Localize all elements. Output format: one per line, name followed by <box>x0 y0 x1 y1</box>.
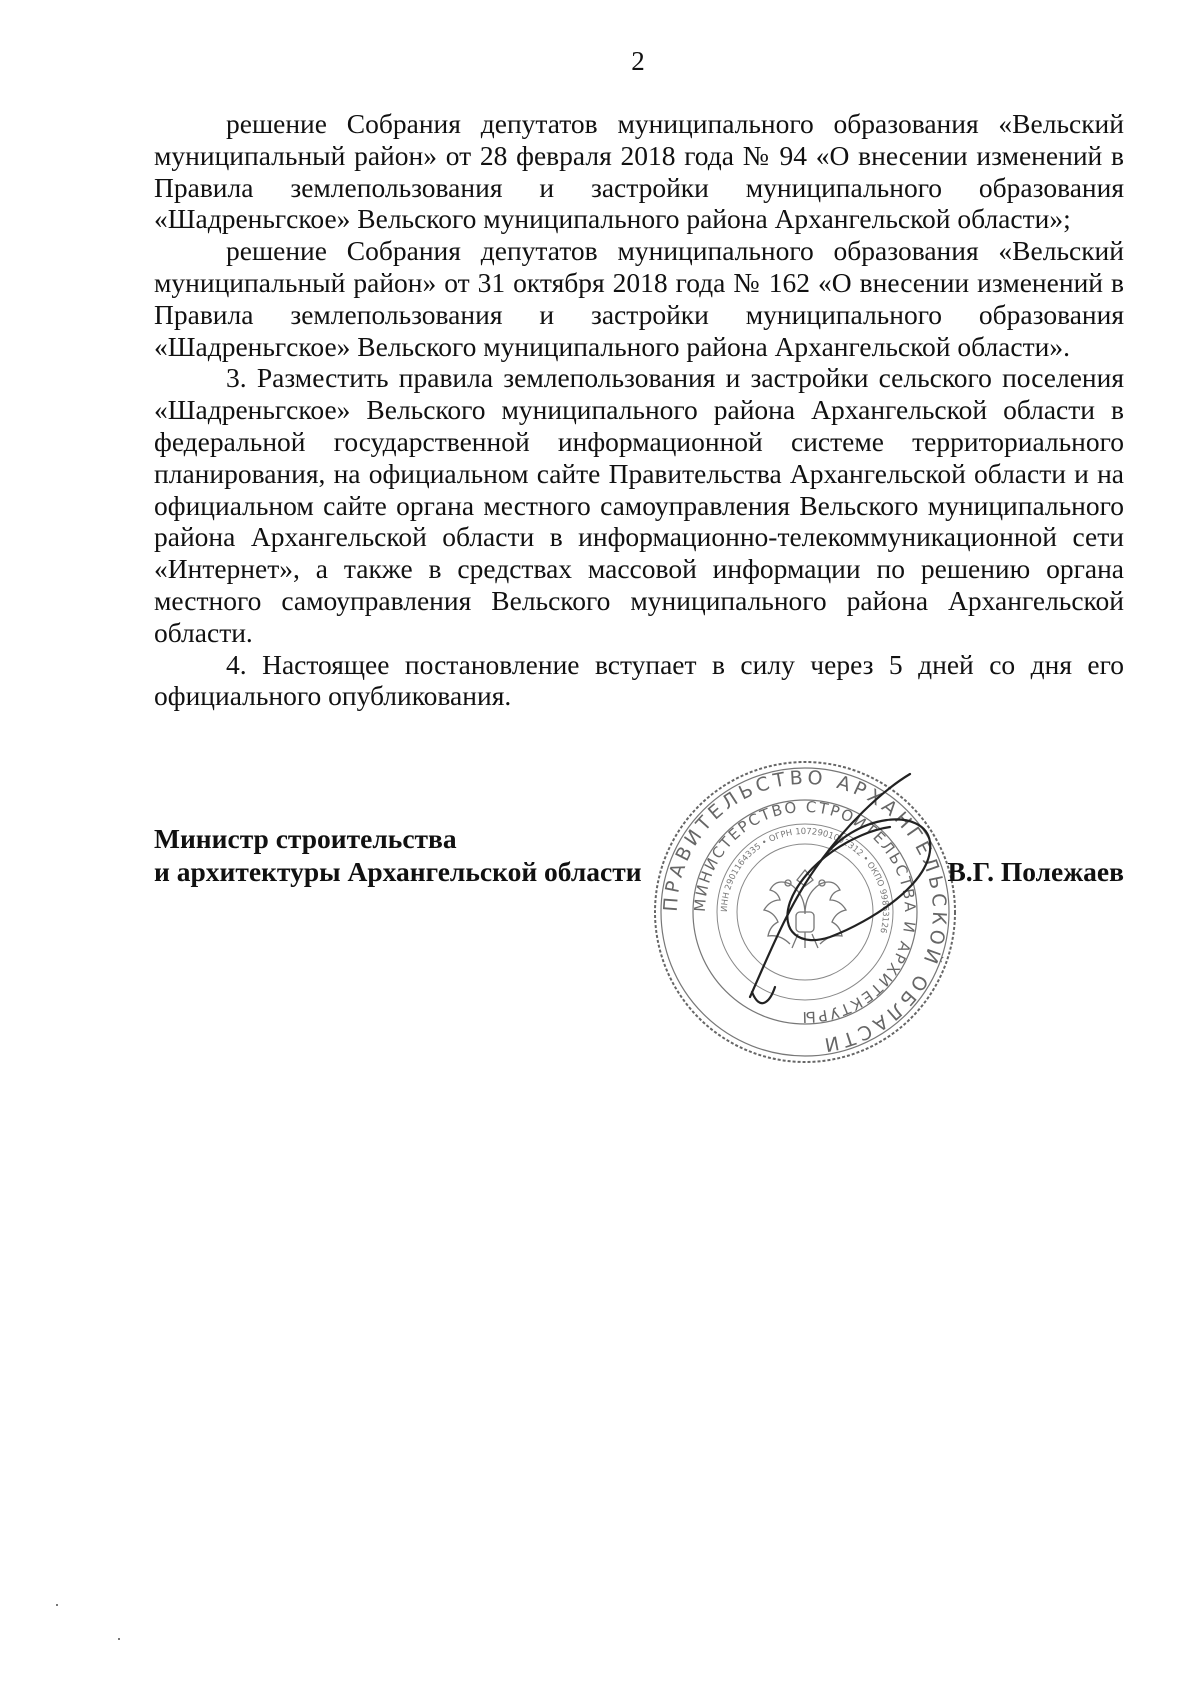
signature-block <box>154 766 1124 1082</box>
stamp-numbers-text: ИНН 2901164335 • ОГРН 1072901002312 • ОКПО 99863126 <box>719 826 891 935</box>
signer-title-line1: Министр строительства <box>154 823 457 854</box>
paragraph-item-3: 3. Разместить правила землепользования и застройки сельского поселения «Шадреньгское» Вельского муниципального района Архангельской области в федеральной государственной информационной системе территориального планирования, на официальном сайте Правительства Архангельской области и на официальном сайте органа местного самоуправления Вельского муниципального района Архангельской области в информационно-телекоммуникационной сети «Интернет», а также в средствах массовой информации по решению органа местного самоуправления Вельского муниципального района Архангельской области. <box>154 362 1124 648</box>
scan-dot <box>56 1604 58 1606</box>
paragraph-decision-94: решение Собрания депутатов муниципального образования «Вельский муниципальный район» от 28 февраля 2018 года № 94 «О внесении изменений в Правила землепользования и застройки муниципального образования «Шадреньгское» Вельского муниципального района Архангельской области»; <box>154 108 1124 235</box>
signer-title-line2: и архитектуры Архангельской области <box>154 856 642 887</box>
scan-dot <box>118 1638 120 1640</box>
page-number: 2 <box>631 46 645 76</box>
paragraph-item-4: 4. Настоящее постановление вступает в силу через 5 дней со дня его официального опубликования. <box>154 648 1124 712</box>
stamp-inner-text: МИНИСТЕРСТВО СТРОИТЕЛЬСТВА И АРХИТЕКТУРЫ <box>690 797 920 1027</box>
stamp-graphic <box>640 752 970 1072</box>
paragraph-decision-162: решение Собрания депутатов муниципального образования «Вельский муниципальный район» от 31 октября 2018 года № 162 «О внесении изменений в Правила землепользования и застройки муниципального образования «Шадреньгское» Вельского муниципального района Архангельской области». <box>154 235 1124 362</box>
document-body <box>154 108 1124 712</box>
stamp-outer-text: ПРАВИТЕЛЬСТВО АРХАНГЕЛЬСКОЙ ОБЛАСТИ <box>659 766 951 1057</box>
signer-name: В.Г. Полежаев <box>947 856 1124 887</box>
signer-title <box>154 822 642 888</box>
official-stamp <box>640 752 970 1072</box>
